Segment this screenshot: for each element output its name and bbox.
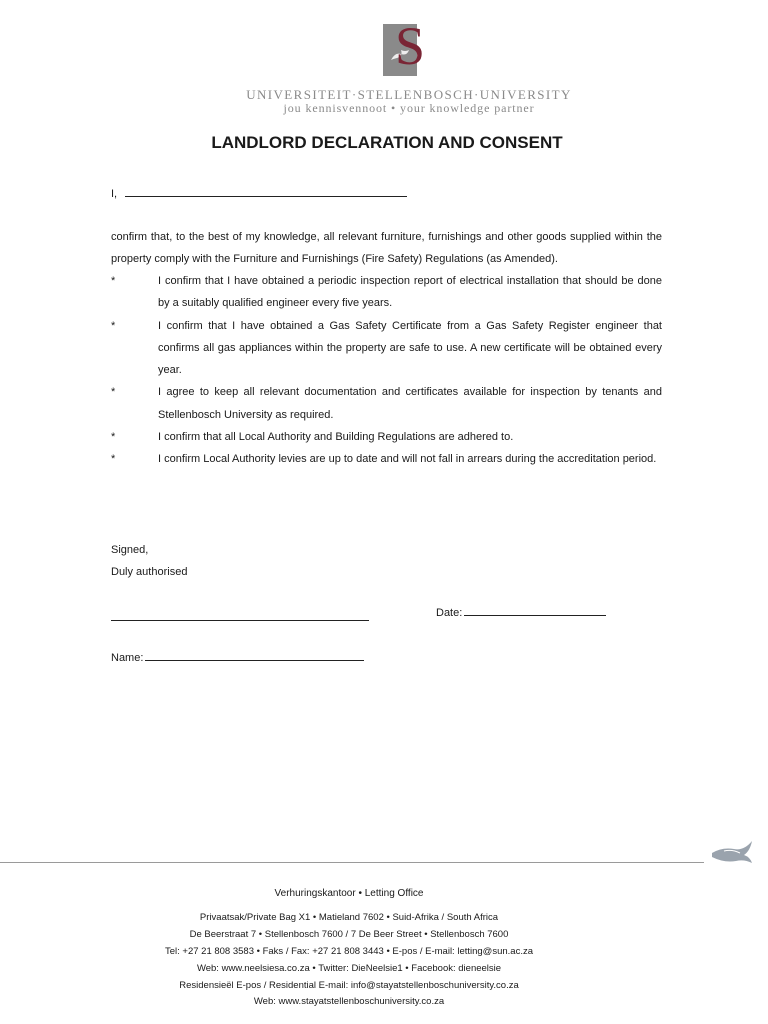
declaration-bullets <box>111 270 662 471</box>
bullet-marker: * <box>111 431 116 444</box>
footer-office: Verhuringskantoor • Letting Office <box>274 888 424 899</box>
bullet-text: I confirm Local Authority levies are up to date and will not fall in arrears during the accreditation period. <box>158 453 657 466</box>
logo-letter: S <box>394 20 426 76</box>
date-label: Date: <box>436 607 463 619</box>
bullet-marker: * <box>111 386 116 399</box>
university-name: UNIVERSITEIT·STELLENBOSCH·UNIVERSITY <box>246 87 572 102</box>
footer-residential-web: Web: www.stayatstellenboschuniversity.co.za <box>253 996 445 1007</box>
university-logo <box>383 20 433 76</box>
name-blank <box>145 650 364 661</box>
name-line <box>111 650 364 664</box>
signature-blank <box>111 608 369 621</box>
bullet-item <box>111 426 662 448</box>
footer-contact: Tel: +27 21 808 3583 • Faks / Fax: +27 21 808 3443 • E-pos / E-mail: letting@sun.ac.za <box>164 946 533 957</box>
fish-emblem-icon <box>710 835 756 867</box>
footer-address-street: De Beerstraat 7 • Stellenbosch 7600 / 7 De Beer Street • Stellenbosch 7600 <box>189 929 509 940</box>
bullet-item <box>111 381 662 426</box>
footer-residential-email: Residensieël E-pos / Residential E-mail: info@stayatstellenboschuniversity.co.za <box>179 980 519 991</box>
footer-social: Web: www.neelsiesa.co.za • Twitter: DieNeelsie1 • Facebook: dieneelsie <box>196 963 502 974</box>
name-label: Name: <box>111 652 144 664</box>
footer-address-postal: Privaatsak/Private Bag X1 • Matieland 7602 • Suid-Afrika / South Africa <box>199 912 499 923</box>
bullet-text: I confirm that I have obtained a periodic inspection report of electrical installation that should be done by a suitably qualified engineer every five years. <box>158 275 662 310</box>
signature-block <box>111 539 187 584</box>
signed-label: Signed, <box>111 544 149 556</box>
bullet-text: I agree to keep all relevant documentation and certificates available for inspection by tenants and Stellenbosch University as required. <box>158 386 662 421</box>
bullet-marker: * <box>111 319 116 332</box>
declarant-label: I, <box>111 188 118 200</box>
date-line <box>436 605 606 619</box>
bullet-text: I confirm that I have obtained a Gas Safety Certificate from a Gas Safety Register engineer that confirms all gas appliances within the property are safe to use. A new certificate will be obtained every year. <box>158 319 662 377</box>
document-title: LANDLORD DECLARATION AND CONSENT <box>211 133 563 152</box>
bullet-text: I confirm that all Local Authority and Building Regulations are adhered to. <box>158 431 514 444</box>
bullet-item <box>111 315 662 382</box>
bullet-item <box>111 448 662 470</box>
declarant-line <box>111 186 407 200</box>
footer-divider <box>0 862 704 863</box>
university-tagline: jou kennisvennoot • your knowledge partner <box>283 101 535 115</box>
bullet-marker: * <box>111 275 116 287</box>
bullet-marker: * <box>111 453 116 466</box>
declaration-intro: confirm that, to the best of my knowledge, all relevant furniture, furnishings and other goods supplied within the property comply with the Furniture and Furnishings (Fire Safety) Regulations (as Amended). <box>111 231 662 266</box>
bullet-item <box>111 270 662 315</box>
duly-authorised-label: Duly authorised <box>111 566 188 579</box>
date-blank <box>464 605 606 616</box>
declarant-name-blank <box>125 186 407 197</box>
